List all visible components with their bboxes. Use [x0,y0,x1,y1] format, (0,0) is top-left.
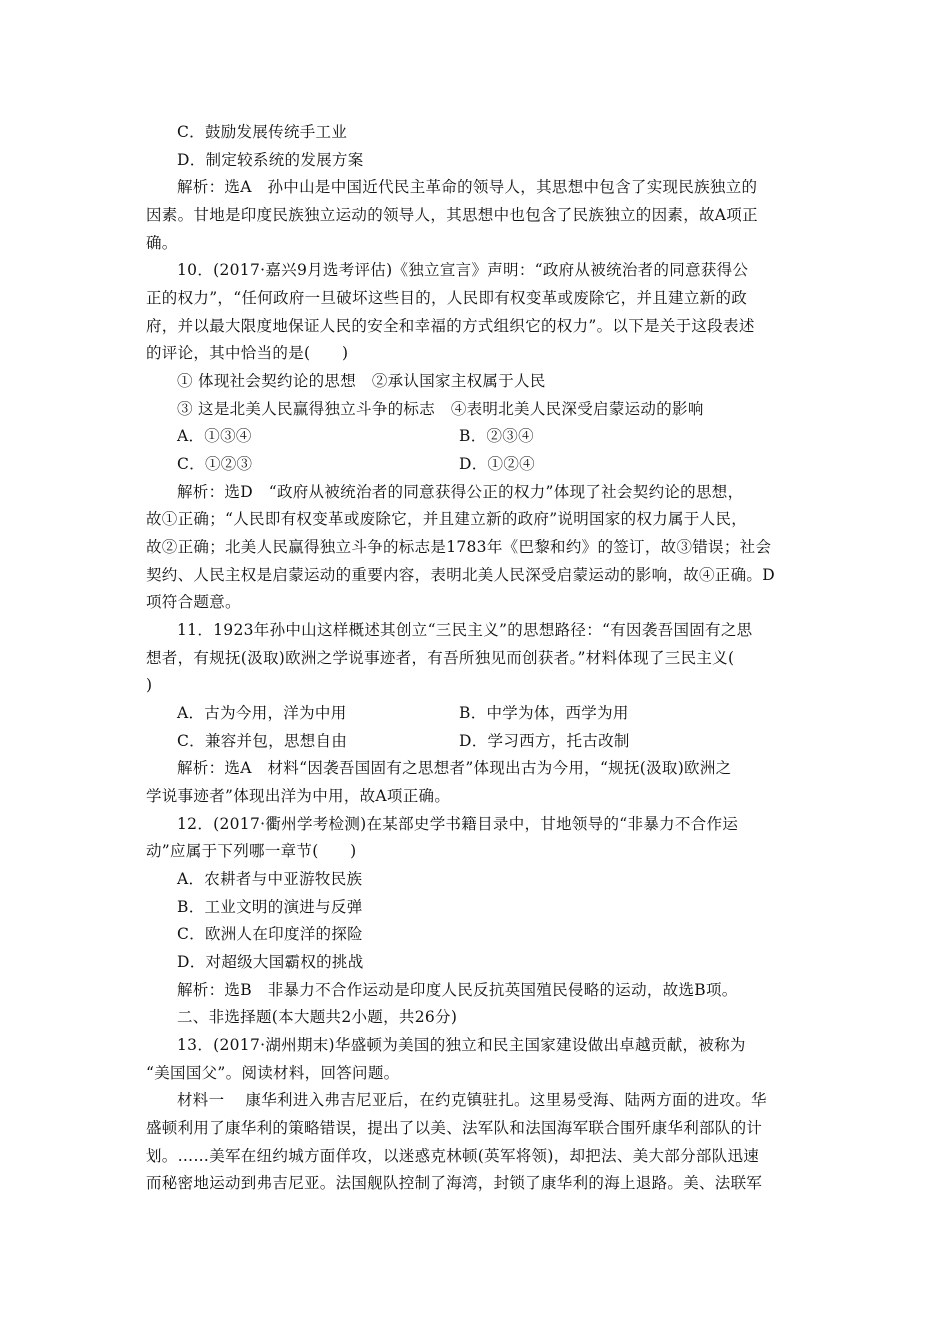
q10-option-c: C．①②③ [177,455,253,473]
q10-stem-line: 府，并以最大限度地保证人民的安全和幸福的方式组织它的权力”。以下是关于这段表述 [146,317,755,335]
q12-stem-line: 12．(2017·衢州学考检测)在某部史学书籍目录中，甘地领导的“非暴力不合作运 [177,815,739,833]
q11-stem-line: ) [146,676,153,694]
q9-analysis-line: 确。 [146,234,178,252]
q10-statement-line: ① 体现社会契约论的思想 ②承认国家主权属于人民 [177,372,546,390]
q9-analysis-line: 解析：选A 孙中山是中国近代民主革命的领导人，其思想中包含了实现民族独立的 [177,178,758,196]
q12-option-b: B．工业文明的演进与反弹 [177,898,363,916]
q11-option-b: B．中学为体，西学为用 [459,704,629,722]
q12-option-a: A．农耕者与中亚游牧民族 [177,870,363,888]
q11-option-a: A．古为今用，洋为中用 [177,704,347,722]
q12-analysis-line: 解析：选B 非暴力不合作运动是印度人民反抗英国殖民侵略的运动，故选B项。 [177,981,738,999]
q13-material-line: 划。……美军在纽约城方面佯攻，以迷惑克林顿(英军将领)，却把法、美大部分部队迅速 [146,1147,760,1165]
q10-statement-line: ③ 这是北美人民赢得独立斗争的标志 ④表明北美人民深受启蒙运动的影响 [177,400,704,418]
q9-option-c: C．鼓励发展传统手工业 [177,123,348,141]
q9-option-d: D．制定较系统的发展方案 [177,151,364,169]
q13-stem-line: 13．(2017·湖州期末)华盛顿为美国的独立和民主国家建设做出卓越贡献，被称为 [177,1036,746,1054]
q10-analysis-line: 故②正确；北美人民赢得独立斗争的标志是1783年《巴黎和约》的签订，故③错误；社会 [146,538,772,556]
q13-stem-line: “美国国父”。阅读材料，回答问题。 [146,1064,400,1082]
q13-material-line: 材料一 康华利进入弗吉尼亚后，在约克镇驻扎。这里易受海、陆两方面的进攻。华 [177,1091,767,1109]
section-heading: 二、非选择题(本大题共2小题，共26分) [177,1008,458,1026]
q11-analysis-line: 解析：选A 材料“因袭吾国固有之思想者”体现出古为今用，“规抚(汲取)欧洲之 [177,759,732,777]
q10-analysis-line: 解析：选D “政府从被统治者的同意获得公正的权力”体现了社会契约论的思想， [177,483,744,501]
q10-analysis-line: 故①正确；“人民即有权变革或废除它，并且建立新的政府”说明国家的权力属于人民， [146,510,748,528]
q10-option-b: B．②③④ [459,427,534,445]
q12-option-d: D．对超级大国霸权的挑战 [177,953,364,971]
q11-option-c: C．兼容并包，思想自由 [177,732,348,750]
q9-analysis-line: 因素。甘地是印度民族独立运动的领导人，其思想中也包含了民族独立的因素，故A项正 [146,206,758,224]
q10-analysis-line: 项符合题意。 [146,593,241,611]
q13-material-line: 盛顿利用了康华利的策略错误，提出了以美、法军队和法国海军联合围歼康华利部队的计 [146,1119,763,1137]
q10-option-d: D．①②④ [459,455,535,473]
q10-stem-line: 的评论，其中恰当的是( ) [146,344,349,362]
q10-option-a: A．①③④ [177,427,252,445]
q10-stem-line: 10．(2017·嘉兴9月选考评估)《独立宣言》声明：“政府从被统治者的同意获得公 [177,261,749,279]
q11-stem-line: 11．1923年孙中山这样概述其创立“三民主义”的思想路径：“有因袭吾国固有之思 [177,621,753,639]
q11-option-d: D．学习西方，托古改制 [459,732,630,750]
q12-option-c: C．欧洲人在印度洋的探险 [177,925,363,943]
q11-stem-line: 想者，有规抚(汲取)欧洲之学说事迹者，有吾所独见而创获者。”材料体现了三民主义( [146,649,735,667]
q12-stem-line: 动”应属于下列哪一章节( ) [146,842,357,860]
q11-analysis-line: 学说事迹者”体现出洋为中用，故A项正确。 [146,787,451,805]
q10-analysis-line: 契约、人民主权是启蒙运动的重要内容，表明北美人民深受启蒙运动的影响，故④正确。D [146,566,775,584]
q10-stem-line: 正的权力”，“任何政府一旦破坏这些目的，人民即有权变革或废除它，并且建立新的政 [146,289,748,307]
q13-material-line: 而秘密地运动到弗吉尼亚。法国舰队控制了海湾，封锁了康华利的海上退路。美、法联军 [146,1174,763,1192]
